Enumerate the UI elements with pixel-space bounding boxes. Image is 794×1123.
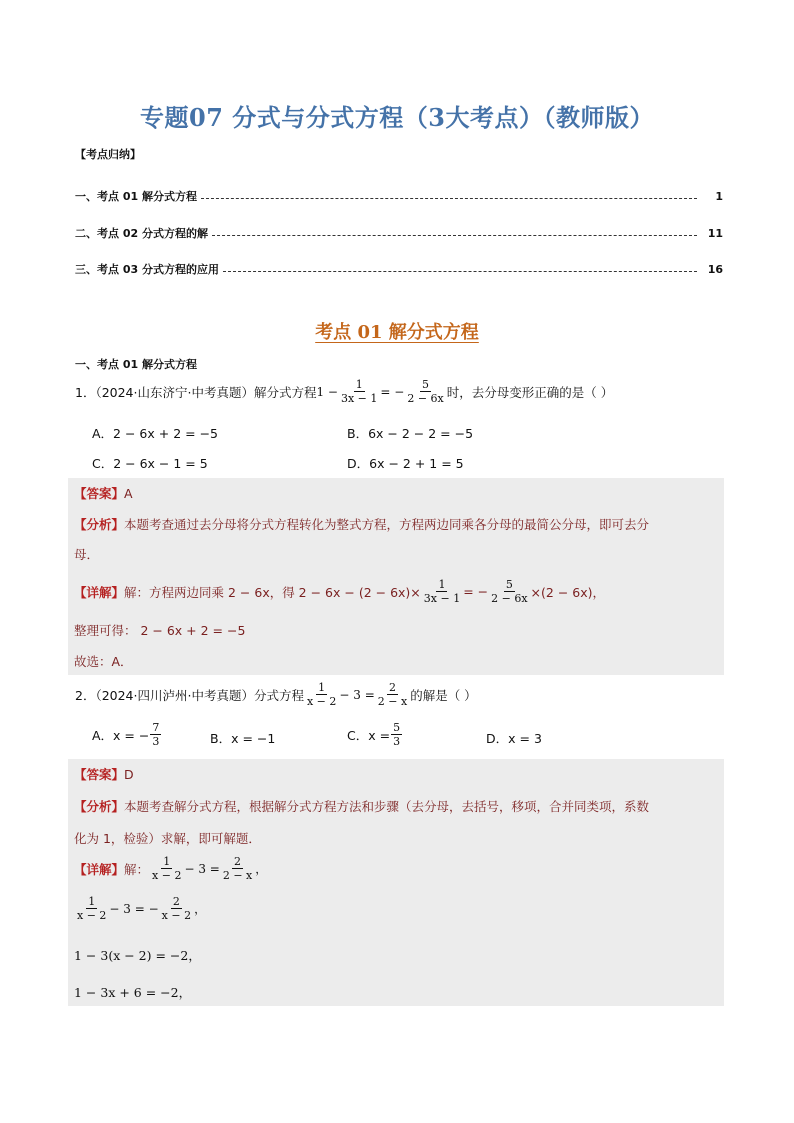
section-title: 考点 01 解分式方程: [315, 322, 479, 343]
q2-option-c[interactable]: C．x = $\frac{5}{3}$: [347, 721, 401, 748]
toc-leader: [223, 271, 697, 272]
q2-step-3: 1 − 3(x − 2) = −2，: [74, 948, 201, 963]
q2-option-a[interactable]: A．x = − $\frac{7}{3}$: [92, 721, 160, 748]
q2-answer: 【答案】D: [74, 767, 134, 782]
q1-option-b[interactable]: B．6x − 2 − 2 = −5: [347, 426, 474, 441]
q2-option-d[interactable]: D．x = 3: [486, 731, 542, 746]
toc-page: 11: [707, 226, 723, 240]
q1-solution-panel: [68, 478, 724, 675]
q2-solution-panel: [68, 759, 724, 1006]
toc-entry-label: 三、考点 03 分式方程的应用: [75, 263, 219, 276]
q1-stem: 1．（2024·山东济宁·中考真题）解分式方程 1 − $\frac{1}{3x - 1}$ = − $\frac{5}{2 - 6x}$ 时，去分母变形正确的是（ ）: [75, 378, 614, 405]
q2-analysis-cont: 化为 1，检验）求解，即可解题．: [74, 831, 261, 846]
q2-stem: 2．（2024·四川泸州·中考真题）分式方程 $\frac{1}{x - 2}$ − 3 = $\frac{2}{2 - x}$ 的解是（ ）: [75, 681, 477, 708]
q2-analysis: 【分析】本题考查解分式方程，根据解分式方程方法和步骤（去分母，去括号，移项，合并同类项，系数: [74, 799, 650, 814]
q1-answer: 【答案】A: [74, 486, 133, 501]
q2-step-4: 1 − 3x + 6 = −2，: [74, 985, 192, 1000]
q2-step-2: $\frac{1}{x - 2}$ − 3 = − $\frac{2}{x - 2}$ ，: [77, 895, 207, 922]
q1-option-c[interactable]: C．2 − 6x − 1 = 5: [92, 456, 208, 471]
section-subtitle: 一、考点 01 解分式方程: [75, 358, 197, 371]
q1-analysis: 【分析】本题考查通过去分母将分式方程转化为整式方程，方程两边同乘各分母的最简公分母，即可去分: [74, 517, 650, 532]
page-title: 专题07 分式与分式方程（3大考点）（教师版）: [140, 103, 654, 132]
q1-analysis-cont: 母．: [74, 547, 100, 562]
toc-leader: [201, 198, 697, 199]
q1-choose: 故选：A．: [74, 654, 133, 669]
toc-entry-3[interactable]: [75, 261, 723, 277]
q1-detail: 【详解】 解：方程两边同乘 2 − 6x，得 2 − 6x − (2 − 6x)× $\frac{1}{3x - 1}$ = − $\frac{5}{2 - 6x}$ ×(2 − 6x)，: [74, 578, 605, 605]
toc-entry-label: 一、考点 01 解分式方程: [75, 190, 197, 203]
toc-leader: [212, 235, 697, 236]
q1-option-d[interactable]: D．6x − 2 + 1 = 5: [347, 456, 464, 471]
toc-entry-label: 二、考点 02 分式方程的解: [75, 227, 208, 240]
summary-label: 【考点归纳】: [75, 148, 141, 161]
q2-option-b[interactable]: B．x = −1: [210, 731, 276, 746]
q1-option-a[interactable]: A．2 − 6x + 2 = −5: [92, 426, 218, 441]
q2-detail: 【详解】 解： $\frac{1}{x - 2}$ − 3 = $\frac{2}{2 - x}$ ，: [74, 855, 268, 882]
toc-page: 1: [715, 189, 723, 203]
toc-entry-2[interactable]: [75, 225, 723, 241]
q1-step: 整理可得： 2 − 6x + 2 = −5: [74, 623, 246, 638]
toc-page: 16: [707, 262, 723, 276]
toc-entry-1[interactable]: [75, 188, 723, 204]
